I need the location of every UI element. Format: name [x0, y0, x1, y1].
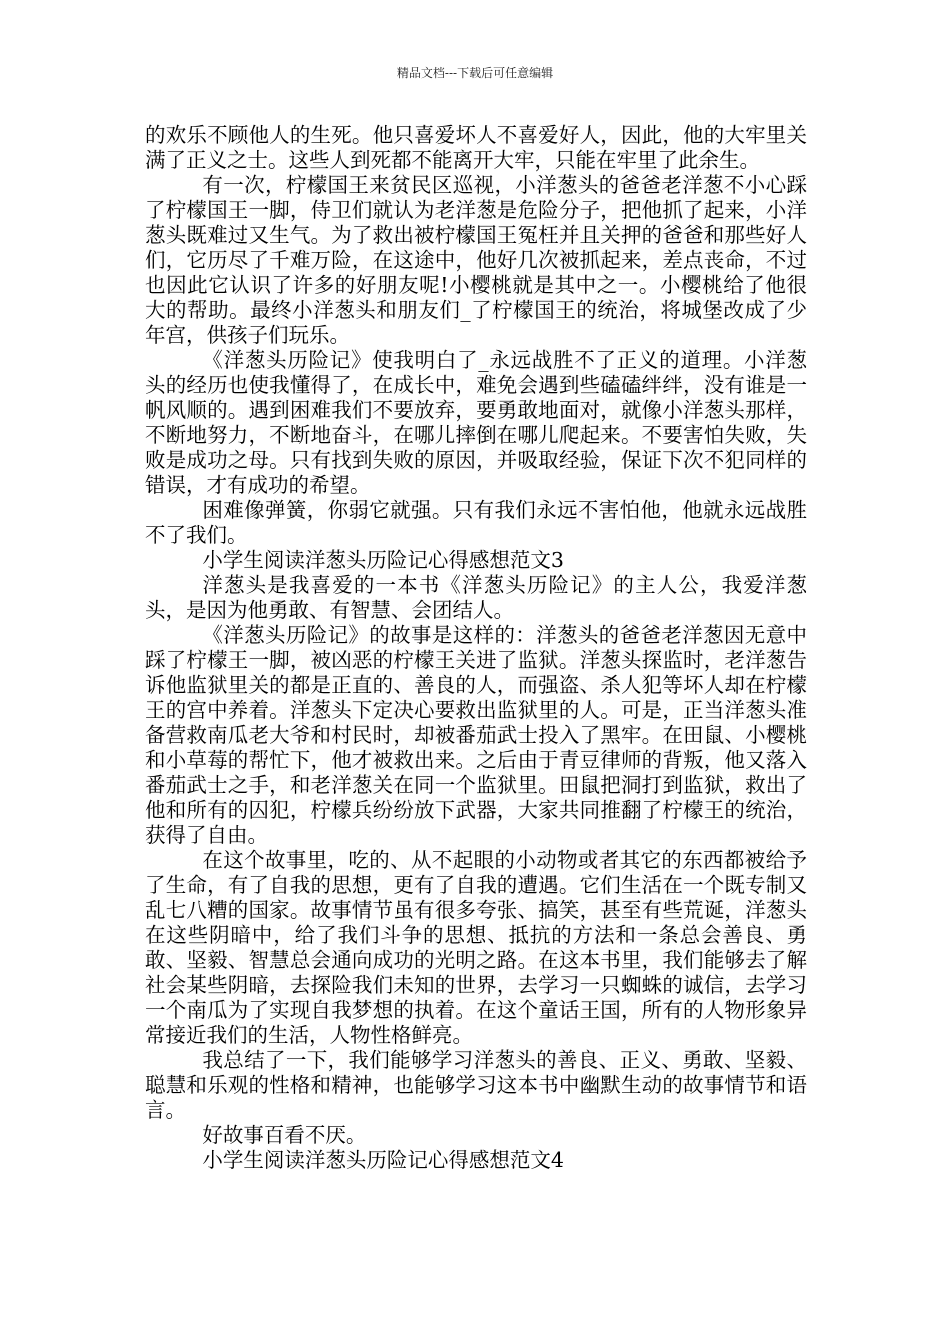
paragraph-4: 困难像弹簧，你弱它就强。只有我们永远不害怕他，他就永远战胜不了我们。 [145, 498, 807, 547]
paragraph-3: 《洋葱头历险记》使我明白了_永远战胜不了正义的道理。小洋葱头的经历也使我懂得了，在成长中，难免会遇到些磕磕绊绊，没有谁是一帆风顺的。遇到困难我们不要放弃，要勇敢地面对，就像小洋葱头那样，不断地努力，不断地奋斗，在哪儿摔倒在哪儿爬起来。不要害怕失败，失败是成功之母。只有找到失败的原因，并吸取经验，保证下次不犯同样的错误，才有成功的希望。 [145, 348, 807, 497]
section-heading-4: 小学生阅读洋葱头历险记心得感想范文4 [202, 1148, 564, 1172]
section-heading-3: 小学生阅读洋葱头历险记心得感想范文3 [202, 548, 564, 572]
paragraph-6: 《洋葱头历险记》的故事是这样的：洋葱头的爸爸老洋葱因无意中踩了柠檬王一脚，被凶恶的柠檬王关进了监狱。洋葱头探监时，老洋葱告诉他监狱里关的都是正直的、善良的人，而强盗、杀人犯等坏人却在柠檬王的宫中养着。洋葱头下定决心要救出监狱里的人。可是，正当洋葱头准备营救南瓜老大爷和村民时，却被番茄武士投入了黑牢。在田鼠、小樱桃和小草莓的帮忙下，他才被救出来。之后由于青豆律师的背叛，他又落入番茄武士之手，和老洋葱关在同一个监狱里。田鼠把洞打到监狱，救出了他和所有的囚犯，柠檬兵纷纷放下武器，大家共同推翻了柠檬王的统治，获得了自由。 [145, 623, 807, 847]
paragraph-2: 有一次，柠檬国王来贫民区巡视，小洋葱头的爸爸老洋葱不小心踩了柠檬国王一脚，侍卫们就认为老洋葱是危险分子，把他抓了起来，小洋葱头既难过又生气。为了救出被柠檬国王冤枉并且关押的爸爸和那些好人们，它历尽了千难万险，在这途中，他好几次被抓起来，差点丧命，不过也因此它认识了许多的好朋友呢!小樱桃就是其中之一。小樱桃给了他很大的帮助。最终小洋葱头和朋友们_了柠檬国王的统治，将城堡改成了少年宫，供孩子们玩乐。 [145, 173, 807, 347]
paragraph-9: 好故事百看不厌。 [202, 1123, 367, 1147]
document-body [145, 123, 807, 1173]
page-header: 精品文档---下载后可任意编辑 [396, 66, 554, 80]
paragraph-7: 在这个故事里，吃的、从不起眼的小动物或者其它的东西都被给予了生命，有了自我的思想，更有了自我的遭遇。它们生活在一个既专制又乱七八糟的国家。故事情节虽有很多夸张、搞笑，甚至有些荒诞，洋葱头在这些阴暗中，给了我们斗争的思想、抵抗的方法和一条总会善良、勇敢、坚毅、智慧总会通向成功的光明之路。在这本书里，我们能够去了解社会某些阴暗，去探险我们未知的世界，去学习一只蜘蛛的诚信，去学习一个南瓜为了实现自我梦想的执着。在这个童话王国，所有的人物形象异常接近我们的生活，人物性格鲜亮。 [145, 848, 807, 1047]
paragraph-5: 洋葱头是我喜爱的一本书《洋葱头历险记》的主人公，我爱洋葱头，是因为他勇敢、有智慧、会团结人。 [145, 573, 807, 622]
paragraph-1: 的欢乐不顾他人的生死。他只喜爱坏人不喜爱好人，因此，他的大牢里关满了正义之士。这些人到死都不能离开大牢，只能在牢里了此余生。 [145, 123, 807, 172]
paragraph-8: 我总结了一下，我们能够学习洋葱头的善良、正义、勇敢、坚毅、聪慧和乐观的性格和精神，也能够学习这本书中幽默生动的故事情节和语言。 [145, 1048, 807, 1122]
